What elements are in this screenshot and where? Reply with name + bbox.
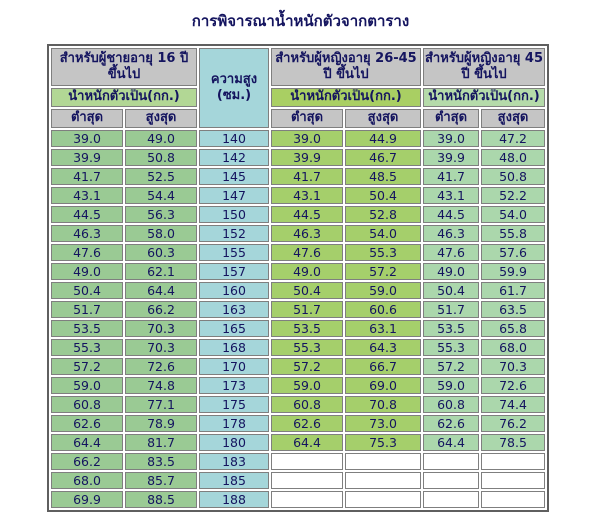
height-cell: 160 bbox=[199, 282, 269, 299]
female2645-max-cell: 60.6 bbox=[345, 301, 421, 318]
male-weight-subheader: น้ำหนักตัวเป็น(กก.) bbox=[51, 88, 197, 107]
female45-min-cell: 46.3 bbox=[423, 225, 479, 242]
male-min-cell: 64.4 bbox=[51, 434, 123, 451]
female45-weight-subheader: น้ำหนักตัวเป็น(กก.) bbox=[423, 88, 545, 107]
height-cell: 175 bbox=[199, 396, 269, 413]
height-cell: 183 bbox=[199, 453, 269, 470]
female2645-max-cell: 46.7 bbox=[345, 149, 421, 166]
table-row bbox=[51, 301, 545, 318]
height-cell: 185 bbox=[199, 472, 269, 489]
female2645-max-cell: 70.8 bbox=[345, 396, 421, 413]
female2645-max-cell: 64.3 bbox=[345, 339, 421, 356]
page-title: การพิจารณาน้ำหนักตัวจากตาราง bbox=[191, 12, 410, 30]
female2645-min-cell bbox=[271, 491, 343, 508]
height-cell: 188 bbox=[199, 491, 269, 508]
male-min-cell: 66.2 bbox=[51, 453, 123, 470]
group-header-row bbox=[51, 48, 545, 86]
female2645-min-cell: 53.5 bbox=[271, 320, 343, 337]
female2645-max-cell: 75.3 bbox=[345, 434, 421, 451]
female45-max-cell: 68.0 bbox=[481, 339, 545, 356]
female45-min-cell: 55.3 bbox=[423, 339, 479, 356]
height-cell: 178 bbox=[199, 415, 269, 432]
female45-min-cell: 50.4 bbox=[423, 282, 479, 299]
female2645-max-cell bbox=[345, 453, 421, 470]
table-row bbox=[51, 434, 545, 451]
male-max-cell: 60.3 bbox=[125, 244, 197, 261]
female45-max-cell: 57.6 bbox=[481, 244, 545, 261]
male-max-label: สูงสุด bbox=[125, 109, 197, 128]
female2645-min-cell: 64.4 bbox=[271, 434, 343, 451]
female45-min-label: ต่ำสุด bbox=[423, 109, 479, 128]
weight-table-body bbox=[51, 130, 545, 508]
male-min-cell: 46.3 bbox=[51, 225, 123, 242]
table-row bbox=[51, 149, 545, 166]
table-row bbox=[51, 453, 545, 470]
male-max-cell: 50.8 bbox=[125, 149, 197, 166]
male-min-cell: 41.7 bbox=[51, 168, 123, 185]
male-max-cell: 54.4 bbox=[125, 187, 197, 204]
female2645-max-cell: 52.8 bbox=[345, 206, 421, 223]
female45-max-cell: 48.0 bbox=[481, 149, 545, 166]
female2645-min-cell: 51.7 bbox=[271, 301, 343, 318]
height-cell: 152 bbox=[199, 225, 269, 242]
table-row bbox=[51, 339, 545, 356]
table-row bbox=[51, 320, 545, 337]
female2645-min-cell: 44.5 bbox=[271, 206, 343, 223]
male-max-cell: 64.4 bbox=[125, 282, 197, 299]
female45-min-cell: 57.2 bbox=[423, 358, 479, 375]
female45-min-cell: 51.7 bbox=[423, 301, 479, 318]
weight-table-header bbox=[51, 48, 545, 128]
female2645-max-cell: 63.1 bbox=[345, 320, 421, 337]
female2645-min-cell: 57.2 bbox=[271, 358, 343, 375]
female2645-max-cell bbox=[345, 491, 421, 508]
female45-group-header: สำหรับผู้หญิงอายุ 45 ปี ขึ้นไป bbox=[423, 48, 545, 86]
table-row bbox=[51, 130, 545, 147]
female45-max-cell: 52.2 bbox=[481, 187, 545, 204]
female45-max-cell: 78.5 bbox=[481, 434, 545, 451]
height-cell: 150 bbox=[199, 206, 269, 223]
female2645-max-cell: 66.7 bbox=[345, 358, 421, 375]
female45-max-cell bbox=[481, 472, 545, 489]
female2645-weight-subheader: น้ำหนักตัวเป็น(กก.) bbox=[271, 88, 421, 107]
female2645-max-cell bbox=[345, 472, 421, 489]
height-column-header bbox=[199, 48, 269, 128]
female2645-min-cell bbox=[271, 472, 343, 489]
height-cell: 145 bbox=[199, 168, 269, 185]
male-max-cell: 56.3 bbox=[125, 206, 197, 223]
female45-max-cell bbox=[481, 491, 545, 508]
female2645-min-cell: 55.3 bbox=[271, 339, 343, 356]
table-row bbox=[51, 168, 545, 185]
male-max-cell: 58.0 bbox=[125, 225, 197, 242]
female2645-min-cell: 59.0 bbox=[271, 377, 343, 394]
female45-min-cell: 59.0 bbox=[423, 377, 479, 394]
height-cell: 140 bbox=[199, 130, 269, 147]
height-cell: 142 bbox=[199, 149, 269, 166]
height-header-line2: (ซม.) bbox=[216, 88, 252, 103]
male-max-cell: 49.0 bbox=[125, 130, 197, 147]
male-min-cell: 51.7 bbox=[51, 301, 123, 318]
table-row bbox=[51, 225, 545, 242]
female45-max-cell: 54.0 bbox=[481, 206, 545, 223]
male-max-cell: 70.3 bbox=[125, 339, 197, 356]
female45-min-cell: 49.0 bbox=[423, 263, 479, 280]
table-row bbox=[51, 263, 545, 280]
female45-min-cell bbox=[423, 491, 479, 508]
height-cell: 170 bbox=[199, 358, 269, 375]
male-max-cell: 74.8 bbox=[125, 377, 197, 394]
female2645-min-cell: 43.1 bbox=[271, 187, 343, 204]
female45-max-cell: 50.8 bbox=[481, 168, 545, 185]
male-min-cell: 50.4 bbox=[51, 282, 123, 299]
weight-table bbox=[47, 44, 549, 512]
female2645-min-cell: 47.6 bbox=[271, 244, 343, 261]
male-min-cell: 57.2 bbox=[51, 358, 123, 375]
female2645-min-cell: 62.6 bbox=[271, 415, 343, 432]
female45-max-cell: 70.3 bbox=[481, 358, 545, 375]
male-group-header: สำหรับผู้ชายอายุ 16 ปี ขึ้นไป bbox=[51, 48, 197, 86]
female2645-max-cell: 55.3 bbox=[345, 244, 421, 261]
male-min-cell: 53.5 bbox=[51, 320, 123, 337]
male-min-cell: 47.6 bbox=[51, 244, 123, 261]
male-max-cell: 62.1 bbox=[125, 263, 197, 280]
male-min-cell: 69.9 bbox=[51, 491, 123, 508]
male-min-label: ต่ำสุด bbox=[51, 109, 123, 128]
table-row bbox=[51, 206, 545, 223]
male-max-cell: 72.6 bbox=[125, 358, 197, 375]
table-row bbox=[51, 396, 545, 413]
female45-max-cell: 74.4 bbox=[481, 396, 545, 413]
height-cell: 155 bbox=[199, 244, 269, 261]
female45-max-cell: 61.7 bbox=[481, 282, 545, 299]
table-row bbox=[51, 415, 545, 432]
male-max-cell: 66.2 bbox=[125, 301, 197, 318]
height-cell: 165 bbox=[199, 320, 269, 337]
male-max-cell: 88.5 bbox=[125, 491, 197, 508]
male-min-cell: 60.8 bbox=[51, 396, 123, 413]
female2645-min-cell: 39.9 bbox=[271, 149, 343, 166]
female45-max-cell: 47.2 bbox=[481, 130, 545, 147]
female45-min-cell: 64.4 bbox=[423, 434, 479, 451]
height-cell: 180 bbox=[199, 434, 269, 451]
female45-min-cell bbox=[423, 472, 479, 489]
female45-min-cell: 53.5 bbox=[423, 320, 479, 337]
female45-max-cell bbox=[481, 453, 545, 470]
male-min-cell: 43.1 bbox=[51, 187, 123, 204]
table-row bbox=[51, 187, 545, 204]
female2645-max-cell: 54.0 bbox=[345, 225, 421, 242]
female2645-max-cell: 57.2 bbox=[345, 263, 421, 280]
female45-min-cell: 39.0 bbox=[423, 130, 479, 147]
female45-min-cell: 62.6 bbox=[423, 415, 479, 432]
female45-max-cell: 55.8 bbox=[481, 225, 545, 242]
male-min-cell: 68.0 bbox=[51, 472, 123, 489]
male-min-cell: 39.0 bbox=[51, 130, 123, 147]
male-min-cell: 49.0 bbox=[51, 263, 123, 280]
female45-min-cell: 44.5 bbox=[423, 206, 479, 223]
female45-min-cell: 43.1 bbox=[423, 187, 479, 204]
female45-max-cell: 76.2 bbox=[481, 415, 545, 432]
table-row bbox=[51, 244, 545, 261]
table-row bbox=[51, 377, 545, 394]
male-min-cell: 55.3 bbox=[51, 339, 123, 356]
table-row bbox=[51, 358, 545, 375]
female2645-max-cell: 69.0 bbox=[345, 377, 421, 394]
female2645-min-cell: 50.4 bbox=[271, 282, 343, 299]
female45-min-cell: 60.8 bbox=[423, 396, 479, 413]
female2645-max-cell: 50.4 bbox=[345, 187, 421, 204]
height-cell: 173 bbox=[199, 377, 269, 394]
female45-max-label: สูงสุด bbox=[481, 109, 545, 128]
female2645-max-label: สูงสุด bbox=[345, 109, 421, 128]
male-max-cell: 81.7 bbox=[125, 434, 197, 451]
female2645-max-cell: 44.9 bbox=[345, 130, 421, 147]
female45-max-cell: 72.6 bbox=[481, 377, 545, 394]
male-max-cell: 85.7 bbox=[125, 472, 197, 489]
female2645-max-cell: 59.0 bbox=[345, 282, 421, 299]
female45-max-cell: 63.5 bbox=[481, 301, 545, 318]
minmax-label-row bbox=[51, 109, 545, 128]
height-cell: 168 bbox=[199, 339, 269, 356]
table-row bbox=[51, 472, 545, 489]
female45-max-cell: 65.8 bbox=[481, 320, 545, 337]
female2645-min-cell: 49.0 bbox=[271, 263, 343, 280]
female2645-group-header: สำหรับผู้หญิงอายุ 26-45 ปี ขึ้นไป bbox=[271, 48, 421, 86]
subheader-row bbox=[51, 88, 545, 107]
height-cell: 163 bbox=[199, 301, 269, 318]
male-min-cell: 44.5 bbox=[51, 206, 123, 223]
table-row bbox=[51, 282, 545, 299]
height-header-line1: ความสูง bbox=[210, 71, 258, 87]
male-min-cell: 62.6 bbox=[51, 415, 123, 432]
table-row bbox=[51, 491, 545, 508]
female2645-max-cell: 73.0 bbox=[345, 415, 421, 432]
female2645-min-cell: 46.3 bbox=[271, 225, 343, 242]
male-max-cell: 52.5 bbox=[125, 168, 197, 185]
female45-max-cell: 59.9 bbox=[481, 263, 545, 280]
male-max-cell: 70.3 bbox=[125, 320, 197, 337]
height-cell: 147 bbox=[199, 187, 269, 204]
female45-min-cell: 41.7 bbox=[423, 168, 479, 185]
height-cell: 157 bbox=[199, 263, 269, 280]
female2645-max-cell: 48.5 bbox=[345, 168, 421, 185]
male-min-cell: 39.9 bbox=[51, 149, 123, 166]
female45-min-cell: 47.6 bbox=[423, 244, 479, 261]
female2645-min-cell: 60.8 bbox=[271, 396, 343, 413]
female2645-min-cell bbox=[271, 453, 343, 470]
male-max-cell: 78.9 bbox=[125, 415, 197, 432]
female45-min-cell: 39.9 bbox=[423, 149, 479, 166]
male-max-cell: 77.1 bbox=[125, 396, 197, 413]
female45-min-cell bbox=[423, 453, 479, 470]
female2645-min-cell: 39.0 bbox=[271, 130, 343, 147]
female2645-min-cell: 41.7 bbox=[271, 168, 343, 185]
male-max-cell: 83.5 bbox=[125, 453, 197, 470]
female2645-min-label: ต่ำสุด bbox=[271, 109, 343, 128]
male-min-cell: 59.0 bbox=[51, 377, 123, 394]
